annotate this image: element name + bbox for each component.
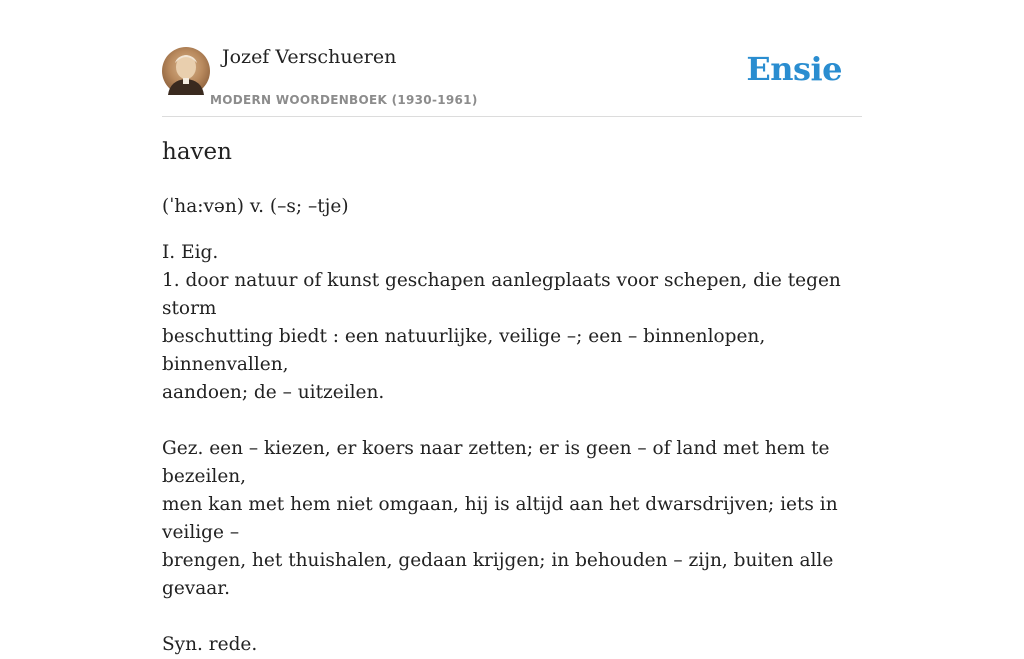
dictionary-source[interactable]: MODERN WOORDENBOEK (1930-1961) <box>210 93 478 107</box>
expression-line: Gez. een – kiezen, er koers naar zetten; er is geen – of land met hem te bezeilen, <box>162 438 830 487</box>
paragraph-spacer <box>162 603 862 631</box>
pronunciation: (ˈha:vən) v. (–s; –tje) <box>162 196 349 217</box>
entry-header <box>162 40 862 117</box>
expression-line: men kan met hem niet omgaan, hij is altijd aan het dwarsdrijven; iets in veilige – <box>162 494 838 543</box>
author-name[interactable]: Jozef Verschueren <box>222 46 397 68</box>
definition-line: beschutting biedt : een natuurlijke, veilige –; een – binnenlopen, binnenvallen, <box>162 326 766 375</box>
headword: haven <box>162 139 232 165</box>
entry-body <box>162 193 862 659</box>
synonym: Syn. rede. <box>162 634 258 655</box>
definition-line: 1. door natuur of kunst geschapen aanlegplaats voor schepen, die tegen storm <box>162 270 841 319</box>
ensie-logo[interactable]: Ensie <box>746 50 842 88</box>
paragraph-spacer <box>162 407 862 435</box>
expression-line: brengen, het thuishalen, gedaan krijgen; in behouden – zijn, buiten alle gevaar. <box>162 550 834 599</box>
author-avatar[interactable] <box>162 47 210 95</box>
definition-line: aandoen; de – uitzeilen. <box>162 382 385 403</box>
sense-heading: I. Eig. <box>162 242 219 263</box>
author-portrait-icon <box>162 47 210 95</box>
